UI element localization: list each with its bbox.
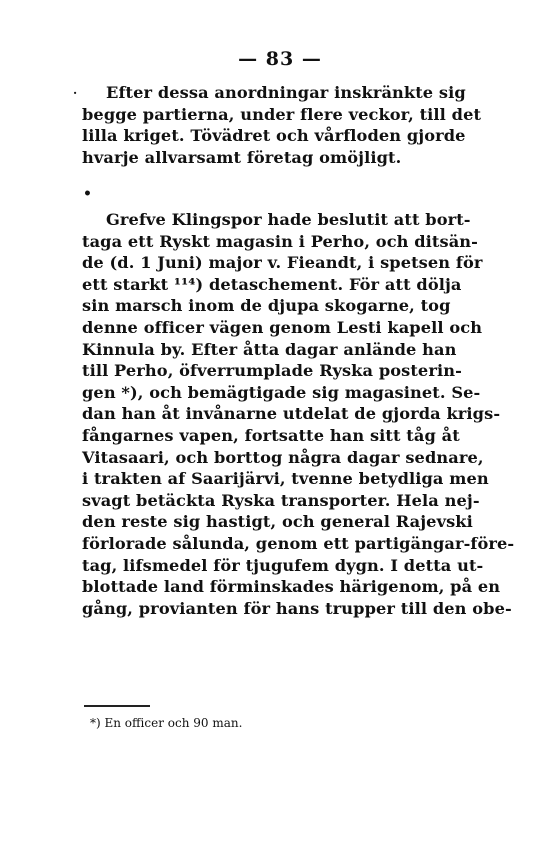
text-line: Efter dessa anordningar inskränkte sig	[106, 83, 466, 102]
text-line: hvarje allvarsamt företag omöjligt.	[82, 147, 402, 167]
text-line: Vitasaari, och borttog några dagar sednare,	[82, 447, 484, 467]
text-line: taga ett Ryskt magasin i Perho, och ditsän-	[82, 231, 478, 251]
text-line: gen *), och bemägtigade sig magasinet. Se-	[82, 382, 481, 402]
print-speck: ·	[73, 86, 78, 100]
paragraph-2	[82, 209, 515, 619]
text-line: ett starkt ¹¹⁴) detaschement. För att dölja	[82, 274, 462, 294]
ink-dot: •	[83, 186, 92, 202]
text-line: begge partierna, under flere veckor, till det	[82, 104, 482, 124]
page-number: — 83 —	[238, 48, 322, 70]
paragraph-1	[82, 82, 482, 168]
text-line: förlorade sålunda, genom ett partigängar-före-	[82, 533, 515, 553]
text-line: den reste sig hastigt, och general Rajevski	[82, 512, 473, 532]
text-line: gång, provianten för hans trupper till den obe-	[82, 598, 512, 618]
text-line: denne officer vägen genom Lesti kapell och	[82, 317, 483, 337]
text-line: dan han åt invånarne utdelat de gjorda krigs-	[82, 404, 501, 424]
text-line: i trakten af Saarijärvi, tvenne betydliga men	[82, 469, 489, 489]
text-line: till Perho, öfverrumplade Ryska posterin-	[82, 361, 462, 381]
footnote: *) En officer och 90 man.	[90, 716, 243, 730]
text-line: Kinnula by. Efter åtta dagar anlände han	[82, 339, 457, 359]
text-line: fångarnes vapen, fortsatte han sitt tåg åt	[82, 425, 460, 445]
footnote-divider	[84, 705, 150, 707]
text-line: de (d. 1 Juni) major v. Fieandt, i spetsen för	[82, 253, 483, 273]
text-line: blottade land förminskades härigenom, på en	[82, 577, 501, 597]
text-line: svagt betäckta Ryska transporter. Hela nej-	[82, 490, 480, 510]
text-line: tag, lifsmedel för tjugufem dygn. I detta ut-	[82, 555, 484, 575]
text-line: sin marsch inom de djupa skogarne, tog	[82, 296, 451, 316]
text-line: lilla kriget. Tövädret och vårfloden gjorde	[82, 126, 466, 146]
text-line: Grefve Klingspor hade beslutit att bort-	[106, 210, 471, 229]
